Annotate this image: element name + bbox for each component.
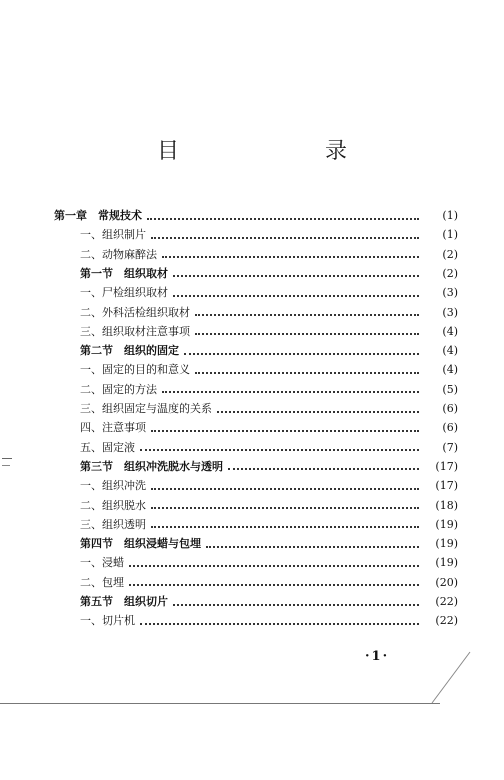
toc-entry-page: (6) — [442, 402, 458, 415]
toc-entry-page: (19) — [435, 517, 458, 531]
page-number: ·1· — [365, 649, 390, 664]
toc-entry-page: (3) — [442, 286, 458, 300]
toc-entry-title: 第一章 常规技术 — [54, 209, 142, 222]
toc-entry-page: (20) — [435, 575, 458, 589]
toc-entry-page: (18) — [435, 498, 458, 512]
toc-entry-page: (4) — [442, 344, 458, 358]
toc-entry-title: 一、切片机 — [80, 614, 135, 628]
toc-entry-page: (1) — [442, 209, 458, 222]
toc-entry-title: 一、尸检组织取材 — [80, 286, 168, 300]
toc-entry-title: 第二节 组织的固定 — [80, 344, 179, 358]
toc-entry-title: 第一节 组织取材 — [80, 266, 168, 280]
toc-entry-page: (22) — [435, 614, 458, 628]
toc-entry-title: 三、组织取材注意事项 — [80, 324, 190, 338]
toc-entry-page: (17) — [435, 479, 458, 493]
toc-entry-page: (22) — [435, 595, 458, 608]
toc-entry-title: 一、组织制片 — [80, 228, 146, 242]
toc-entry-page: (19) — [435, 556, 458, 570]
toc-entry-title: 一、固定的目的和意义 — [80, 363, 190, 377]
toc-entry-title: 二、外科活检组织取材 — [80, 305, 190, 319]
toc-entry-title: 第三节 组织冲洗脱水与透明 — [80, 459, 223, 473]
toc-entry-page: (4) — [442, 363, 458, 377]
toc-entry-title: 第四节 组织浸蜡与包埋 — [80, 537, 201, 551]
toc-entry-page: (2) — [442, 247, 458, 261]
toc-entry-page: (5) — [442, 382, 458, 396]
toc-entry-page: (19) — [435, 537, 458, 551]
toc-entry-title: 二、固定的方法 — [80, 382, 157, 396]
toc-entry-page: (2) — [442, 266, 458, 280]
toc-entry-page: (4) — [442, 324, 458, 338]
page-title: 目 录 — [156, 139, 381, 164]
toc-entry-title: 一、组织冲洗 — [80, 479, 146, 493]
toc-entry-page: (3) — [442, 305, 458, 319]
toc-entry-title: 一、浸蜡 — [80, 556, 124, 570]
toc-entry-title: 二、组织脱水 — [80, 498, 146, 512]
toc-entry-title: 三、组织固定与温度的关系 — [80, 402, 212, 415]
toc-entry-page: (17) — [435, 459, 458, 473]
toc-entry-page: (7) — [442, 440, 458, 454]
toc-entry-title: 二、动物麻醉法 — [80, 247, 157, 261]
toc-entry-page: (1) — [442, 228, 458, 242]
toc-entry-title: 三、组织透明 — [80, 517, 146, 531]
toc-entry-title: 四、注意事项 — [80, 421, 146, 435]
toc-entry-title: 二、包埋 — [80, 575, 124, 589]
toc-entry-page: (6) — [442, 421, 458, 435]
toc-entry-title: 五、固定液 — [80, 440, 135, 454]
toc-entry-title: 第五节 组织切片 — [80, 595, 168, 608]
